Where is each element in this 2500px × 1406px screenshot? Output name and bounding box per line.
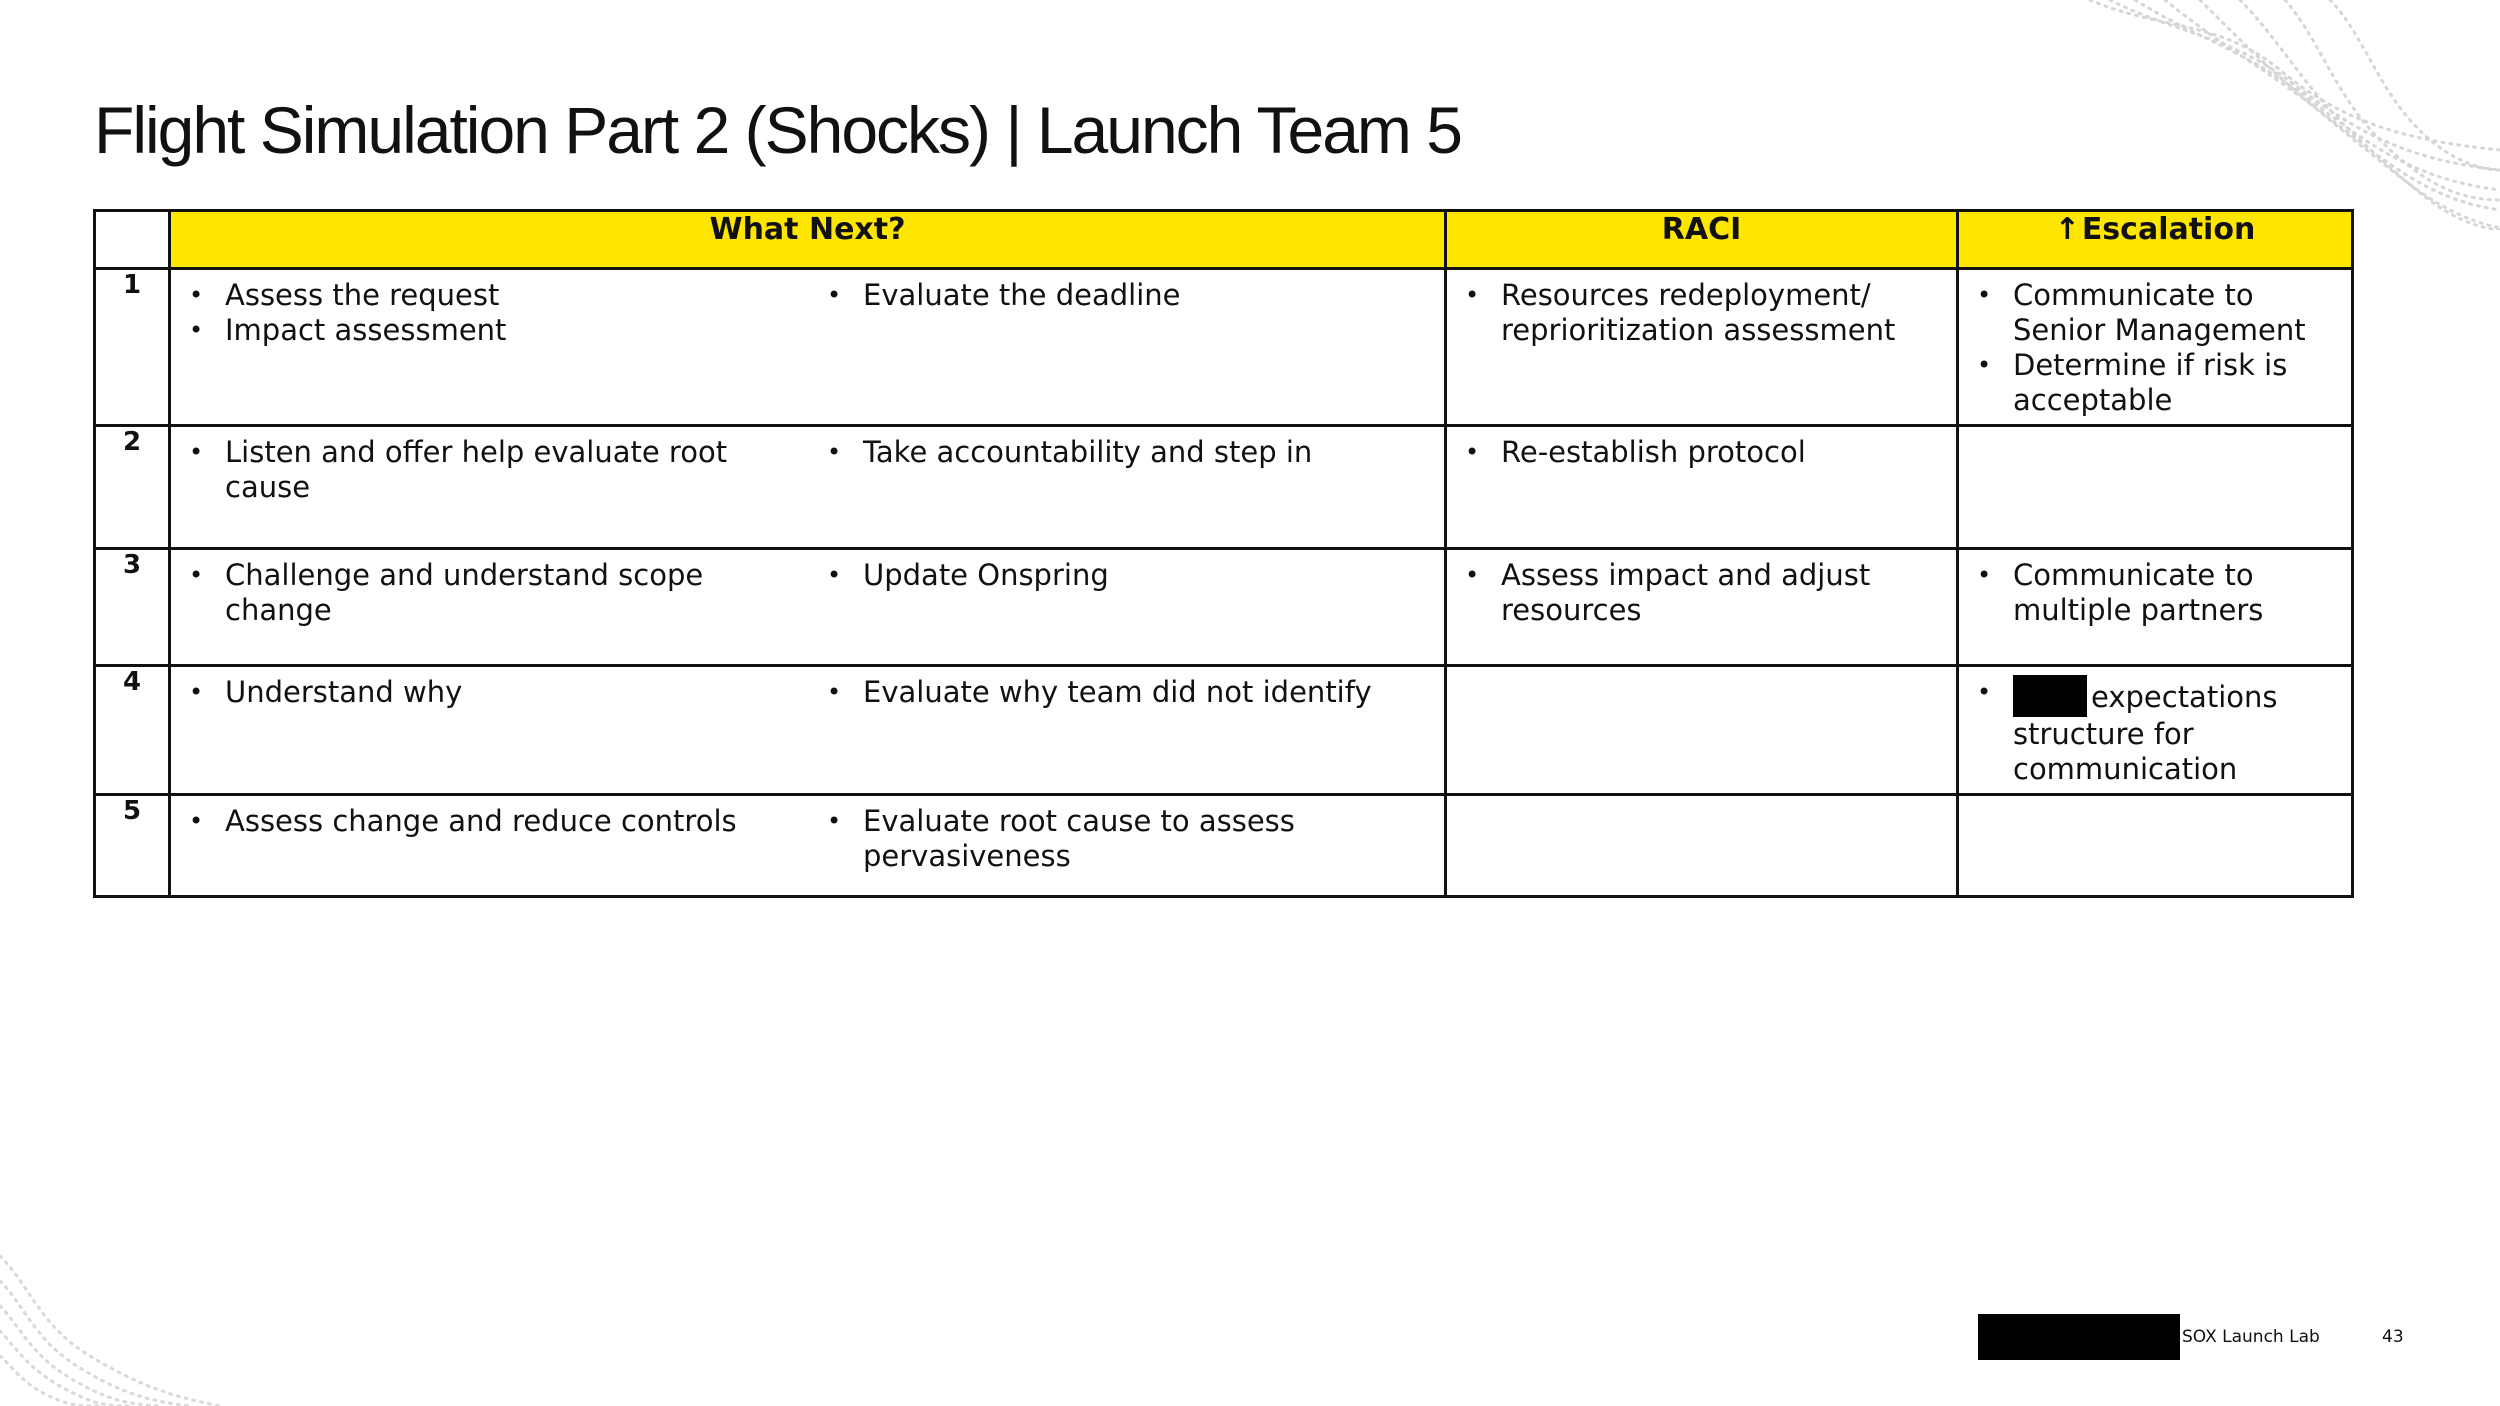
escalation-cell bbox=[1958, 549, 2353, 666]
raci-cell bbox=[1446, 666, 1958, 795]
footer-label: SOX Launch Lab bbox=[2182, 1327, 2320, 1347]
raci-cell bbox=[1446, 549, 1958, 666]
what-next-right-list bbox=[809, 427, 1444, 505]
list-item: • Listen and offer help evaluate root cause bbox=[189, 435, 799, 505]
list-item: • Communicate to multiple partners bbox=[1977, 558, 2341, 628]
what-next-right-list bbox=[809, 667, 1444, 710]
raci-list bbox=[1447, 550, 1956, 628]
what-next-left-list bbox=[171, 667, 809, 710]
escalation-text: expectations structure for communication bbox=[2013, 680, 2278, 786]
what-next-left-list bbox=[171, 796, 809, 874]
what-next-left-list bbox=[171, 270, 809, 348]
escalation-list bbox=[1959, 550, 2351, 628]
list-item: • Challenge and understand scope change bbox=[189, 558, 799, 628]
row-number: 2 bbox=[95, 426, 170, 549]
header-what-next: What Next? bbox=[170, 211, 1446, 269]
page-number: 43 bbox=[2382, 1327, 2404, 1347]
header-escalation-label: Escalation bbox=[2081, 212, 2256, 247]
list-item: • Re-establish protocol bbox=[1465, 435, 1946, 470]
what-next-right-list bbox=[809, 270, 1444, 348]
table-header-row bbox=[95, 211, 2353, 269]
slide-footer bbox=[1978, 1314, 2404, 1360]
list-item: • Impact assessment bbox=[189, 313, 799, 348]
row-number: 3 bbox=[95, 549, 170, 666]
redacted-logo-block bbox=[1978, 1314, 2180, 1360]
raci-cell bbox=[1446, 426, 1958, 549]
table-row bbox=[95, 426, 2353, 549]
shocks-response-table bbox=[93, 209, 2354, 898]
list-item: • Evaluate root cause to assess pervasiveness bbox=[827, 804, 1434, 874]
list-item: • Assess the request bbox=[189, 278, 799, 313]
row-number: 5 bbox=[95, 795, 170, 897]
list-item: • Evaluate the deadline bbox=[827, 278, 1434, 313]
raci-list bbox=[1447, 427, 1956, 470]
list-item: • Take accountability and step in bbox=[827, 435, 1434, 470]
list-item: • Communicate to Senior Management bbox=[1977, 278, 2341, 348]
decorative-wave-pattern-top-right bbox=[2080, 0, 2500, 230]
slide-title: Flight Simulation Part 2 (Shocks) | Launch Team 5 bbox=[94, 93, 1461, 167]
escalation-list bbox=[1959, 270, 2351, 418]
header-escalation bbox=[1958, 211, 2353, 269]
list-item bbox=[1977, 675, 2341, 787]
what-next-right-list bbox=[809, 796, 1444, 874]
header-blank-cell bbox=[95, 211, 170, 269]
what-next-right-list bbox=[809, 550, 1444, 628]
what-next-cell bbox=[170, 269, 1446, 426]
raci-cell bbox=[1446, 269, 1958, 426]
raci-list bbox=[1447, 270, 1956, 348]
table-row bbox=[95, 269, 2353, 426]
list-item: • Evaluate why team did not identify bbox=[827, 675, 1434, 710]
redaction-block bbox=[2013, 675, 2087, 717]
list-item: • Determine if risk is acceptable bbox=[1977, 348, 2341, 418]
list-item: • Assess change and reduce controls bbox=[189, 804, 799, 839]
escalation-cell bbox=[1958, 269, 2353, 426]
list-item: • Understand why bbox=[189, 675, 799, 710]
what-next-cell bbox=[170, 795, 1446, 897]
list-item: • Assess impact and adjust resources bbox=[1465, 558, 1946, 628]
escalation-cell bbox=[1958, 426, 2353, 549]
escalation-cell bbox=[1958, 795, 2353, 897]
what-next-left-list bbox=[171, 550, 809, 628]
header-raci: RACI bbox=[1446, 211, 1958, 269]
table-row bbox=[95, 795, 2353, 897]
what-next-cell bbox=[170, 549, 1446, 666]
what-next-left-list bbox=[171, 427, 809, 505]
table-row bbox=[95, 666, 2353, 795]
what-next-cell bbox=[170, 426, 1446, 549]
decorative-wave-pattern-bottom-left bbox=[0, 1236, 220, 1406]
row-number: 1 bbox=[95, 269, 170, 426]
row-number: 4 bbox=[95, 666, 170, 795]
list-item: • Resources redeployment/ reprioritization assessment bbox=[1465, 278, 1946, 348]
list-item: • Update Onspring bbox=[827, 558, 1434, 593]
escalation-cell bbox=[1958, 666, 2353, 795]
table-row bbox=[95, 549, 2353, 666]
arrow-up-icon: ↑ bbox=[2054, 212, 2080, 247]
what-next-cell bbox=[170, 666, 1446, 795]
escalation-list bbox=[1959, 667, 2351, 787]
raci-cell bbox=[1446, 795, 1958, 897]
